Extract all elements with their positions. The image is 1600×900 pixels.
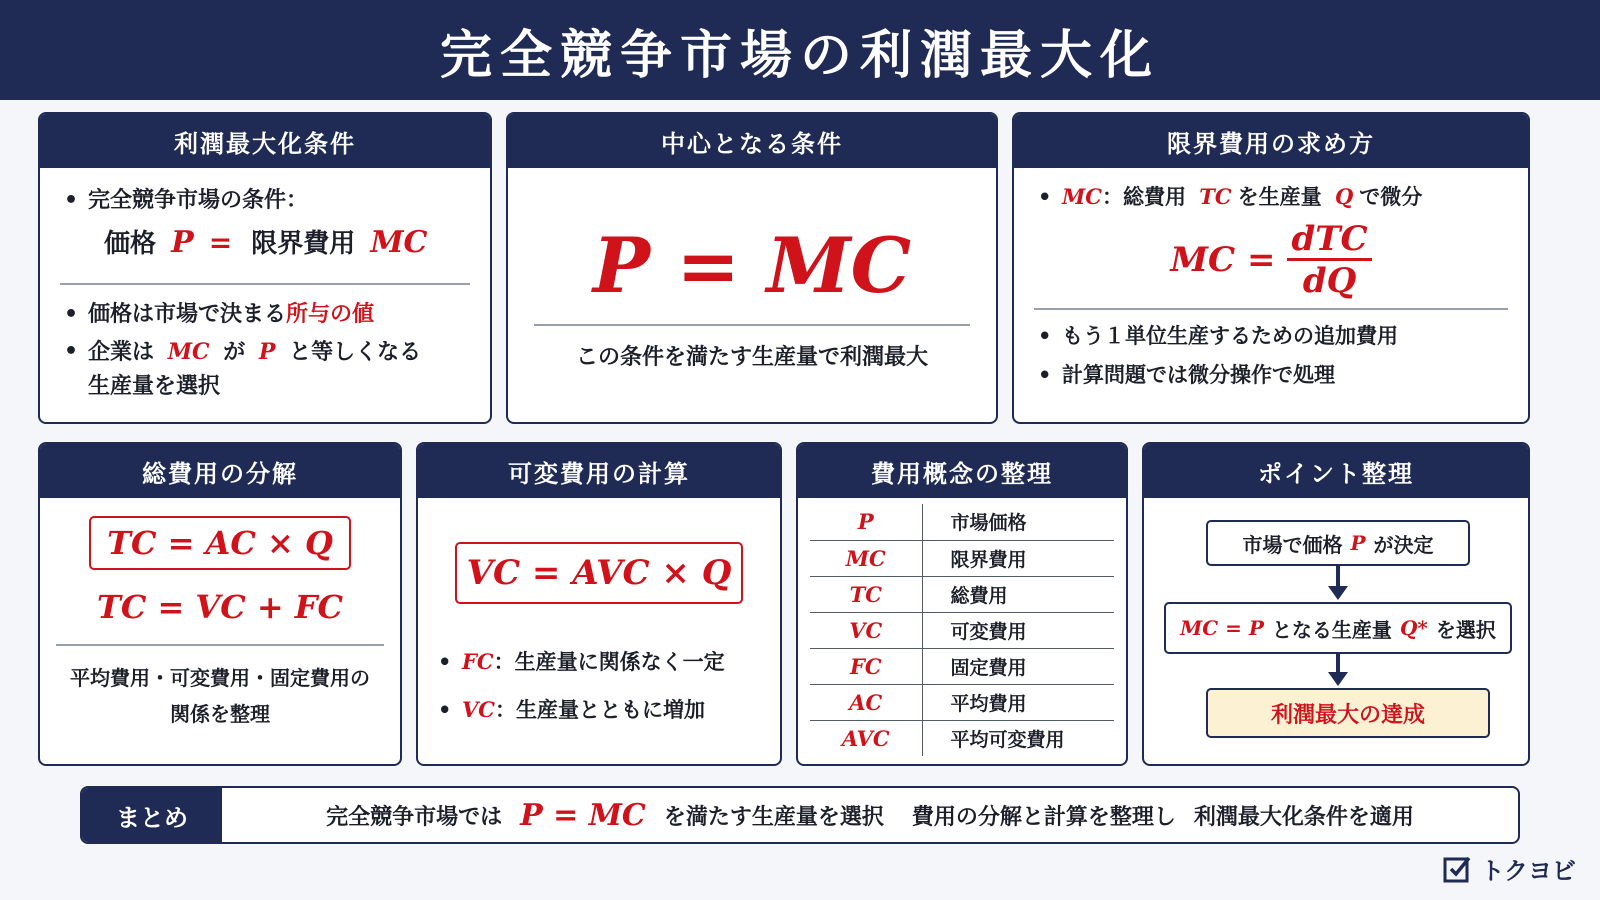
divider [60,283,470,285]
card-heading: ポイント整理 [1144,444,1528,498]
bullet-calc-method: • 計算問題では微分操作で処理 [1034,356,1508,394]
bullet-market-condition: • 完全競争市場の条件： [60,184,470,218]
card-profit-condition [38,112,492,424]
card-key-points [1142,442,1530,766]
card-heading: 限界費用の求め方 [1014,114,1528,168]
concept-description: 市場価格 [922,504,1114,540]
bullet-firm-choice: • 企業は MC が P と等しくなる 生産量を選択 [60,335,470,404]
bullet-mc-definition: • MC：総費用 TC を生産量 Q で微分 [1034,178,1508,216]
concept-symbol: AVC [810,720,922,756]
concept-description: 総費用 [922,576,1114,612]
flow-arrow-down-icon [1336,566,1340,588]
flow-arrow-down-icon [1336,654,1340,674]
page-title: 完全競争市場の利潤最大化 [439,25,1160,86]
divider [534,324,970,326]
summary-formula: P = MC [520,797,646,833]
card-central-condition [506,112,998,424]
table-row [810,540,1114,576]
bullet-extra-unit: • もう１単位生産するための追加費用 [1034,316,1508,356]
brand-name: トクヨビ [1480,857,1576,885]
brand-logo [1442,851,1576,886]
concept-symbol: MC [810,540,922,576]
bullet-given-price: • 価格は市場で決まる所与の値 [60,295,470,335]
bullet-fc: • FC：生産量に関係なく一定 [434,638,764,686]
flow-step-profit-max: 利潤最大の達成 [1206,688,1490,738]
flow-step-price: 市場で価格 P が決定 [1206,520,1470,566]
table-row [810,648,1114,684]
central-caption: この条件を満たす生産量で利潤最大 [575,345,928,370]
table-row [810,612,1114,648]
concept-description: 固定費用 [922,648,1114,684]
formula-tc-vc-fc: TC = VC + FC [97,588,343,626]
price-equals-mc-line: 価格 P = 限界費用 MC [104,225,428,260]
concept-symbol: P [810,504,922,540]
fraction: dTC dQ [1287,220,1371,301]
formula-tc-ac: TC = AC × Q [89,516,351,570]
page-header [0,0,1600,100]
table-row [810,720,1114,756]
divider [56,644,384,646]
table-row [810,576,1114,612]
concept-symbol: VC [810,612,922,648]
card-heading: 費用概念の整理 [798,444,1126,498]
card-heading: 中心となる条件 [508,114,996,168]
concept-description: 平均可変費用 [950,728,1065,751]
concept-symbol: FC [810,648,922,684]
concept-description: 平均費用 [922,684,1114,720]
card-heading: 総費用の分解 [40,444,400,498]
edit-check-icon [1442,854,1472,884]
flow-step-quantity: MC = P となる生産量 Q* を選択 [1164,602,1512,654]
cost-concept-table [810,504,1114,756]
bullet-vc: • VC：生産量とともに増加 [434,686,764,734]
card-tc-decomposition [38,442,402,766]
summary-tag: まとめ [82,788,222,842]
concept-description: 限界費用 [922,540,1114,576]
card-heading: 利潤最大化条件 [40,114,490,168]
concept-symbol: TC [810,576,922,612]
divider [1034,308,1508,310]
concept-description: 可変費用 [922,612,1114,648]
card-heading: 可変費用の計算 [418,444,780,498]
card-cost-concepts [796,442,1128,766]
table-row [810,504,1114,540]
card-mc-derivation [1012,112,1530,424]
concept-symbol: AC [810,684,922,720]
card-vc-calculation [416,442,782,766]
summary-bar [80,786,1520,844]
mc-derivative-formula: MC = dTC dQ [1034,220,1508,300]
central-formula: P = MC [592,221,912,310]
table-row [810,684,1114,720]
tc-caption: 平均費用・可変費用・固定費用の 関係を整理 [70,666,370,726]
formula-vc-avc: VC = AVC × Q [455,542,743,604]
summary-text: 完全競争市場では P = MC を満たす生産量を選択 費用の分解と計算を整理し 利潤最大化条件を適用 [326,797,1414,833]
